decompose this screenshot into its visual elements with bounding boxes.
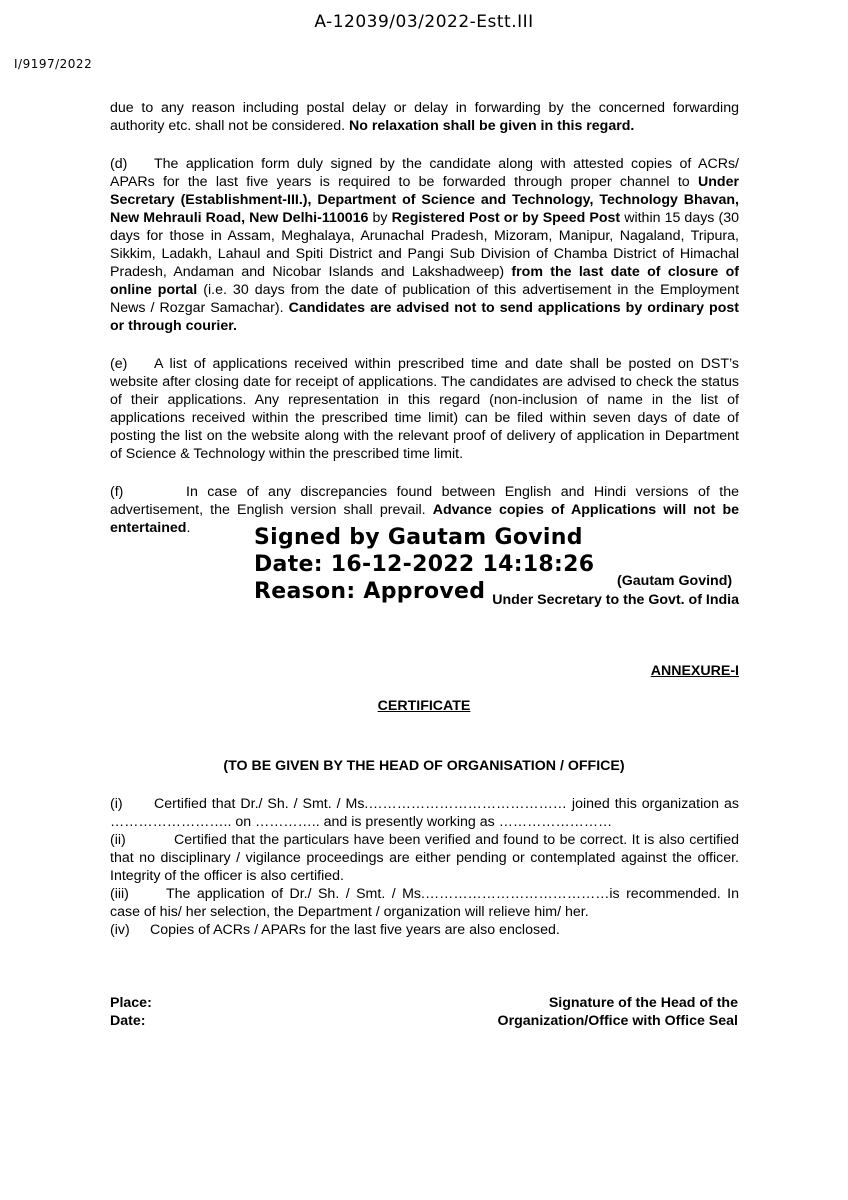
paragraph-bold-text: No relaxation shall be given in this regard. [348, 118, 635, 134]
paragraph-text: due to any reason including postal delay or delay in forwarding by the concerned forwarding authority etc. shall not be considered. [110, 100, 739, 134]
item-label: (iii) [110, 886, 129, 902]
paragraph-text: A list of applications received within prescribed time and date shall be posted on DST’s website after closing date for receipt of applications. The candidates are advised to check the status of their applications. Any representation in this regard (non-inclusion of name in the list of applications received within the prescribed time limit) can be filed within seven days of date of posting the list on the website along with the relevant proof of delivery of application in Department of Science & Technology within the prescribed time limit. [110, 356, 739, 462]
paragraph-text: In case of any discrepancies found between English and Hindi versions of the advertisement, the English version shall prevail. [110, 484, 739, 518]
place-date-block [110, 994, 152, 1030]
item-label: (ii) [110, 832, 126, 848]
paragraph-text: . [186, 520, 191, 536]
paragraph-text: (i.e. 30 days from the date of publication of this advertisement in the Employment News / Rozgar Samachar). [110, 282, 740, 316]
date-label: Date: [110, 1013, 146, 1029]
paragraph-text: by [368, 210, 392, 226]
signature-line-2: Organization/Office with Office Seal [497, 1013, 738, 1029]
paragraph-e [110, 355, 739, 463]
item-text: Certified that the particulars have been verified and found to be correct. It is also certified that no disciplinary / vigilance proceedings are either pending or contemplated against the officer. Integrity of the officer is also certified. [110, 832, 739, 884]
paragraph-label: (d) [110, 156, 128, 172]
signer-name: (Gautam Govind) [617, 573, 733, 589]
certificate-item-iv [110, 921, 739, 939]
address-text: Under Secretary (Establishment-III.), Department of Science and Technology, Technology Bhavan, New Mehrauli Road, New Delhi-110016 [110, 174, 739, 226]
certificate-item-i [110, 795, 739, 831]
item-text: Certified that Dr./ Sh. / Smt. / Ms.…………………………………… joined this organization as …………………….. on ………….. and is presently working as …………………… [110, 796, 739, 830]
post-mode-text: Registered Post or by Speed Post [391, 210, 621, 226]
certificate-title: CERTIFICATE [377, 698, 471, 714]
advisory-text: Advance copies of Applications will not be entertained [110, 502, 739, 536]
signer-designation: Under Secretary to the Govt. of India [492, 592, 739, 608]
item-label: (i) [110, 796, 123, 812]
stamp-date: Date: 16-12-2022 14:18:26 [254, 552, 595, 577]
paragraph-label: (f) [110, 484, 124, 500]
item-text: The application of Dr./ Sh. / Smt. / Ms.…………………………………is recommended. In case of his/ her selection, the Department / organization will relieve him/ her. [110, 886, 739, 920]
diary-number: I/9197/2022 [14, 57, 93, 71]
paragraph-d [110, 155, 739, 335]
certificate-item-iii [110, 885, 739, 921]
item-text: Copies of ACRs / APARs for the last five years are also enclosed. [150, 922, 560, 938]
head-signature-block [498, 994, 738, 1030]
paragraph-text: The application form duly signed by the candidate along with attested copies of ACRs/ APARs for the last five years is required to be forwarded through proper channel to [110, 156, 739, 190]
file-number: A-12039/03/2022-Estt.III [314, 12, 534, 32]
stamp-reason: Reason: Approved [254, 579, 486, 604]
stamp-signed-by: Signed by Gautam Govind [254, 525, 583, 550]
advisory-text: Candidates are advised not to send applications by ordinary post or through courier. [110, 300, 739, 334]
annexure-label: ANNEXURE-I [650, 663, 739, 679]
certificate-subtitle: (TO BE GIVEN BY THE HEAD OF ORGANISATION / OFFICE) [223, 758, 625, 774]
item-label: (iv) [110, 922, 130, 938]
place-label: Place: [110, 995, 152, 1011]
paragraph-label: (e) [110, 356, 128, 372]
paragraph-text: within 15 days (30 days for those in Assam, Meghalaya, Arunachal Pradesh, Mizoram, Manipur, Nagaland, Tripura, Sikkim, Ladakh, Lahaul and Spiti District and Pangi Sub Division of Chamba District of Himachal Pradesh, Andaman and Nicobar Islands and Lakshadweep) [110, 210, 739, 280]
paragraph-continued [110, 99, 739, 135]
certificate-item-ii [110, 831, 739, 885]
deadline-text: from the last date of closure of online portal [110, 264, 739, 298]
signature-line-1: Signature of the Head of the [548, 995, 738, 1011]
